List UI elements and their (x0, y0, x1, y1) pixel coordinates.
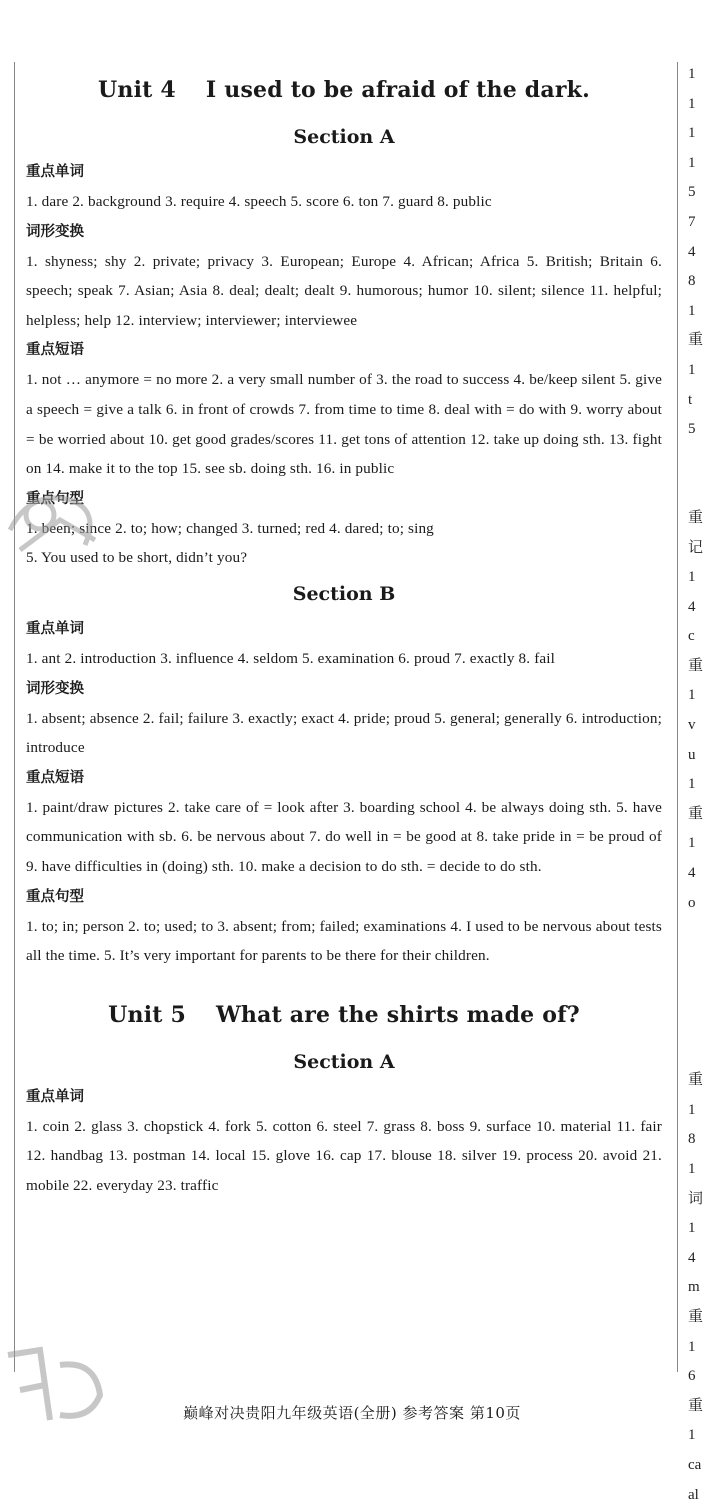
right-fragment-30 (688, 948, 704, 978)
right-fragment-35: 1 (688, 1096, 704, 1126)
unit5-heading (26, 993, 662, 1037)
right-fragment-11: t (688, 386, 704, 416)
right-fragment-27: 4 (688, 859, 704, 889)
unit4-section-b-heading: Section B (26, 575, 662, 613)
u4a-phrases: 1. not … anymore = no more 2. a very small number of 3. the road to success 4. be/keep silent 5. give a speech = give a talk 6. in front of crowds 7. from time to time 8. deal with = do with 9. worry about = be worried about 10. get good grades/scores 11. get tons of attention 12. take up doing sth. 13. fight on 14. make it to the top 15. see sb. doing sth. 16. in public (26, 365, 662, 483)
u4b-forms: 1. absent; absence 2. fail; failure 3. exactly; exact 4. pride; proud 5. general; generally 6. introduction; introduce (26, 704, 662, 763)
u4a-words-label: 重点单词 (26, 158, 662, 187)
unit5-section-a-heading: Section A (26, 1043, 662, 1081)
right-fragment-44: 6 (688, 1362, 704, 1392)
right-fragment-16: 记 (688, 534, 704, 564)
right-fragment-14 (688, 474, 704, 504)
u4a-words: 1. dare 2. background 3. require 4. speech 5. score 6. ton 7. guard 8. public (26, 187, 662, 217)
right-fragment-4: 5 (688, 178, 704, 208)
right-fragment-19: c (688, 622, 704, 652)
right-fragment-18: 4 (688, 593, 704, 623)
right-fragment-40: 4 (688, 1244, 704, 1274)
u4a-sentences-1: 1. been; since 2. to; how; changed 3. turned; red 4. dared; to; sing (26, 514, 662, 544)
u4a-forms: 1. shyness; shy 2. private; privacy 3. European; Europe 4. African; Africa 5. British; Britain 6. speech; speak 7. Asian; Asia 8. deal; dealt; dealt 9. humorous; humor 10. silent; silence 11. helpful; helpless; help 12. interview; interviewer; interviewee (26, 247, 662, 336)
unit4-title: I used to be afraid of the dark. (206, 77, 590, 103)
unit4-section-a-heading: Section A (26, 118, 662, 156)
u4a-sentences-2: 5. You used to be short, didn’t you? (26, 543, 662, 573)
right-fragment-2: 1 (688, 119, 704, 149)
right-fragment-22: v (688, 711, 704, 741)
right-fragment-29 (688, 918, 704, 948)
right-fragment-45: 重 (688, 1392, 704, 1422)
right-column-fragment (688, 60, 704, 1380)
right-fragment-38: 词 (688, 1185, 704, 1215)
u4b-forms-label: 词形变换 (26, 675, 662, 704)
u4b-phrases-label: 重点短语 (26, 764, 662, 793)
right-fragment-12: 5 (688, 415, 704, 445)
left-margin-rule (14, 62, 15, 1372)
unit4-heading (26, 68, 662, 112)
right-fragment-3: 1 (688, 149, 704, 179)
right-fragment-37: 1 (688, 1155, 704, 1185)
right-fragment-17: 1 (688, 563, 704, 593)
watermark-stamp-icon (0, 470, 120, 560)
u4b-words: 1. ant 2. introduction 3. influence 4. seldom 5. examination 6. proud 7. exactly 8. fail (26, 644, 662, 674)
right-fragment-0: 1 (688, 60, 704, 90)
u5a-words-label: 重点单词 (26, 1083, 662, 1112)
right-fragment-10: 1 (688, 356, 704, 386)
u4a-forms-label: 词形变换 (26, 218, 662, 247)
right-fragment-9: 重 (688, 326, 704, 356)
u4b-sentences-label: 重点句型 (26, 883, 662, 912)
right-fragment-47: ca (688, 1451, 704, 1481)
right-fragment-33 (688, 1037, 704, 1067)
right-fragment-42: 重 (688, 1303, 704, 1333)
right-fragment-21: 1 (688, 681, 704, 711)
right-fragment-43: 1 (688, 1333, 704, 1363)
unit-gap (26, 971, 662, 985)
page-footer: 巅峰对决贵阳九年级英语(全册) 参考答案 第10页 (0, 1402, 704, 1423)
right-fragment-6: 4 (688, 238, 704, 268)
right-fragment-48: al (688, 1481, 704, 1510)
unit4-number: Unit 4 (98, 77, 176, 103)
column-divider-rule (677, 62, 678, 1372)
right-fragment-13 (688, 445, 704, 475)
right-fragment-8: 1 (688, 297, 704, 327)
u4b-words-label: 重点单词 (26, 615, 662, 644)
unit5-number: Unit 5 (108, 1002, 186, 1028)
right-fragment-34: 重 (688, 1066, 704, 1096)
u5a-words: 1. coin 2. glass 3. chopstick 4. fork 5. cotton 6. steel 7. grass 8. boss 9. surface 10. material 11. fair 12. handbag 13. postman 14. local 15. glove 16. cap 17. blouse 18. silver 19. process 20. avoid 21. mobile 22. everyday 23. traffic (26, 1112, 662, 1201)
right-fragment-26: 1 (688, 829, 704, 859)
right-fragment-25: 重 (688, 800, 704, 830)
right-fragment-23: u (688, 741, 704, 771)
answer-column (26, 60, 662, 1200)
u4b-phrases: 1. paint/draw pictures 2. take care of = look after 3. boarding school 4. be always doing sth. 5. have communication with sb. 6. be nervous about 7. do well in = be good at 8. take pride in = be proud of 9. have difficulties in (doing) sth. 10. make a decision to do sth. = decide to do sth. (26, 793, 662, 882)
right-fragment-15: 重 (688, 504, 704, 534)
right-fragment-20: 重 (688, 652, 704, 682)
right-fragment-46: 1 (688, 1421, 704, 1451)
u4a-phrases-label: 重点短语 (26, 336, 662, 365)
right-fragment-31 (688, 977, 704, 1007)
u4b-sentences: 1. to; in; person 2. to; used; to 3. absent; from; failed; examinations 4. I used to be nervous about tests all the time. 5. It’s very important for parents to be there for their children. (26, 912, 662, 971)
right-fragment-5: 7 (688, 208, 704, 238)
right-fragment-1: 1 (688, 90, 704, 120)
u4a-sentences-label: 重点句型 (26, 485, 662, 514)
right-fragment-28: o (688, 889, 704, 919)
right-fragment-41: m (688, 1273, 704, 1303)
unit5-title: What are the shirts made of? (216, 1002, 580, 1028)
right-fragment-24: 1 (688, 770, 704, 800)
right-fragment-36: 8 (688, 1125, 704, 1155)
right-fragment-32 (688, 1007, 704, 1037)
right-fragment-39: 1 (688, 1214, 704, 1244)
right-fragment-7: 8 (688, 267, 704, 297)
